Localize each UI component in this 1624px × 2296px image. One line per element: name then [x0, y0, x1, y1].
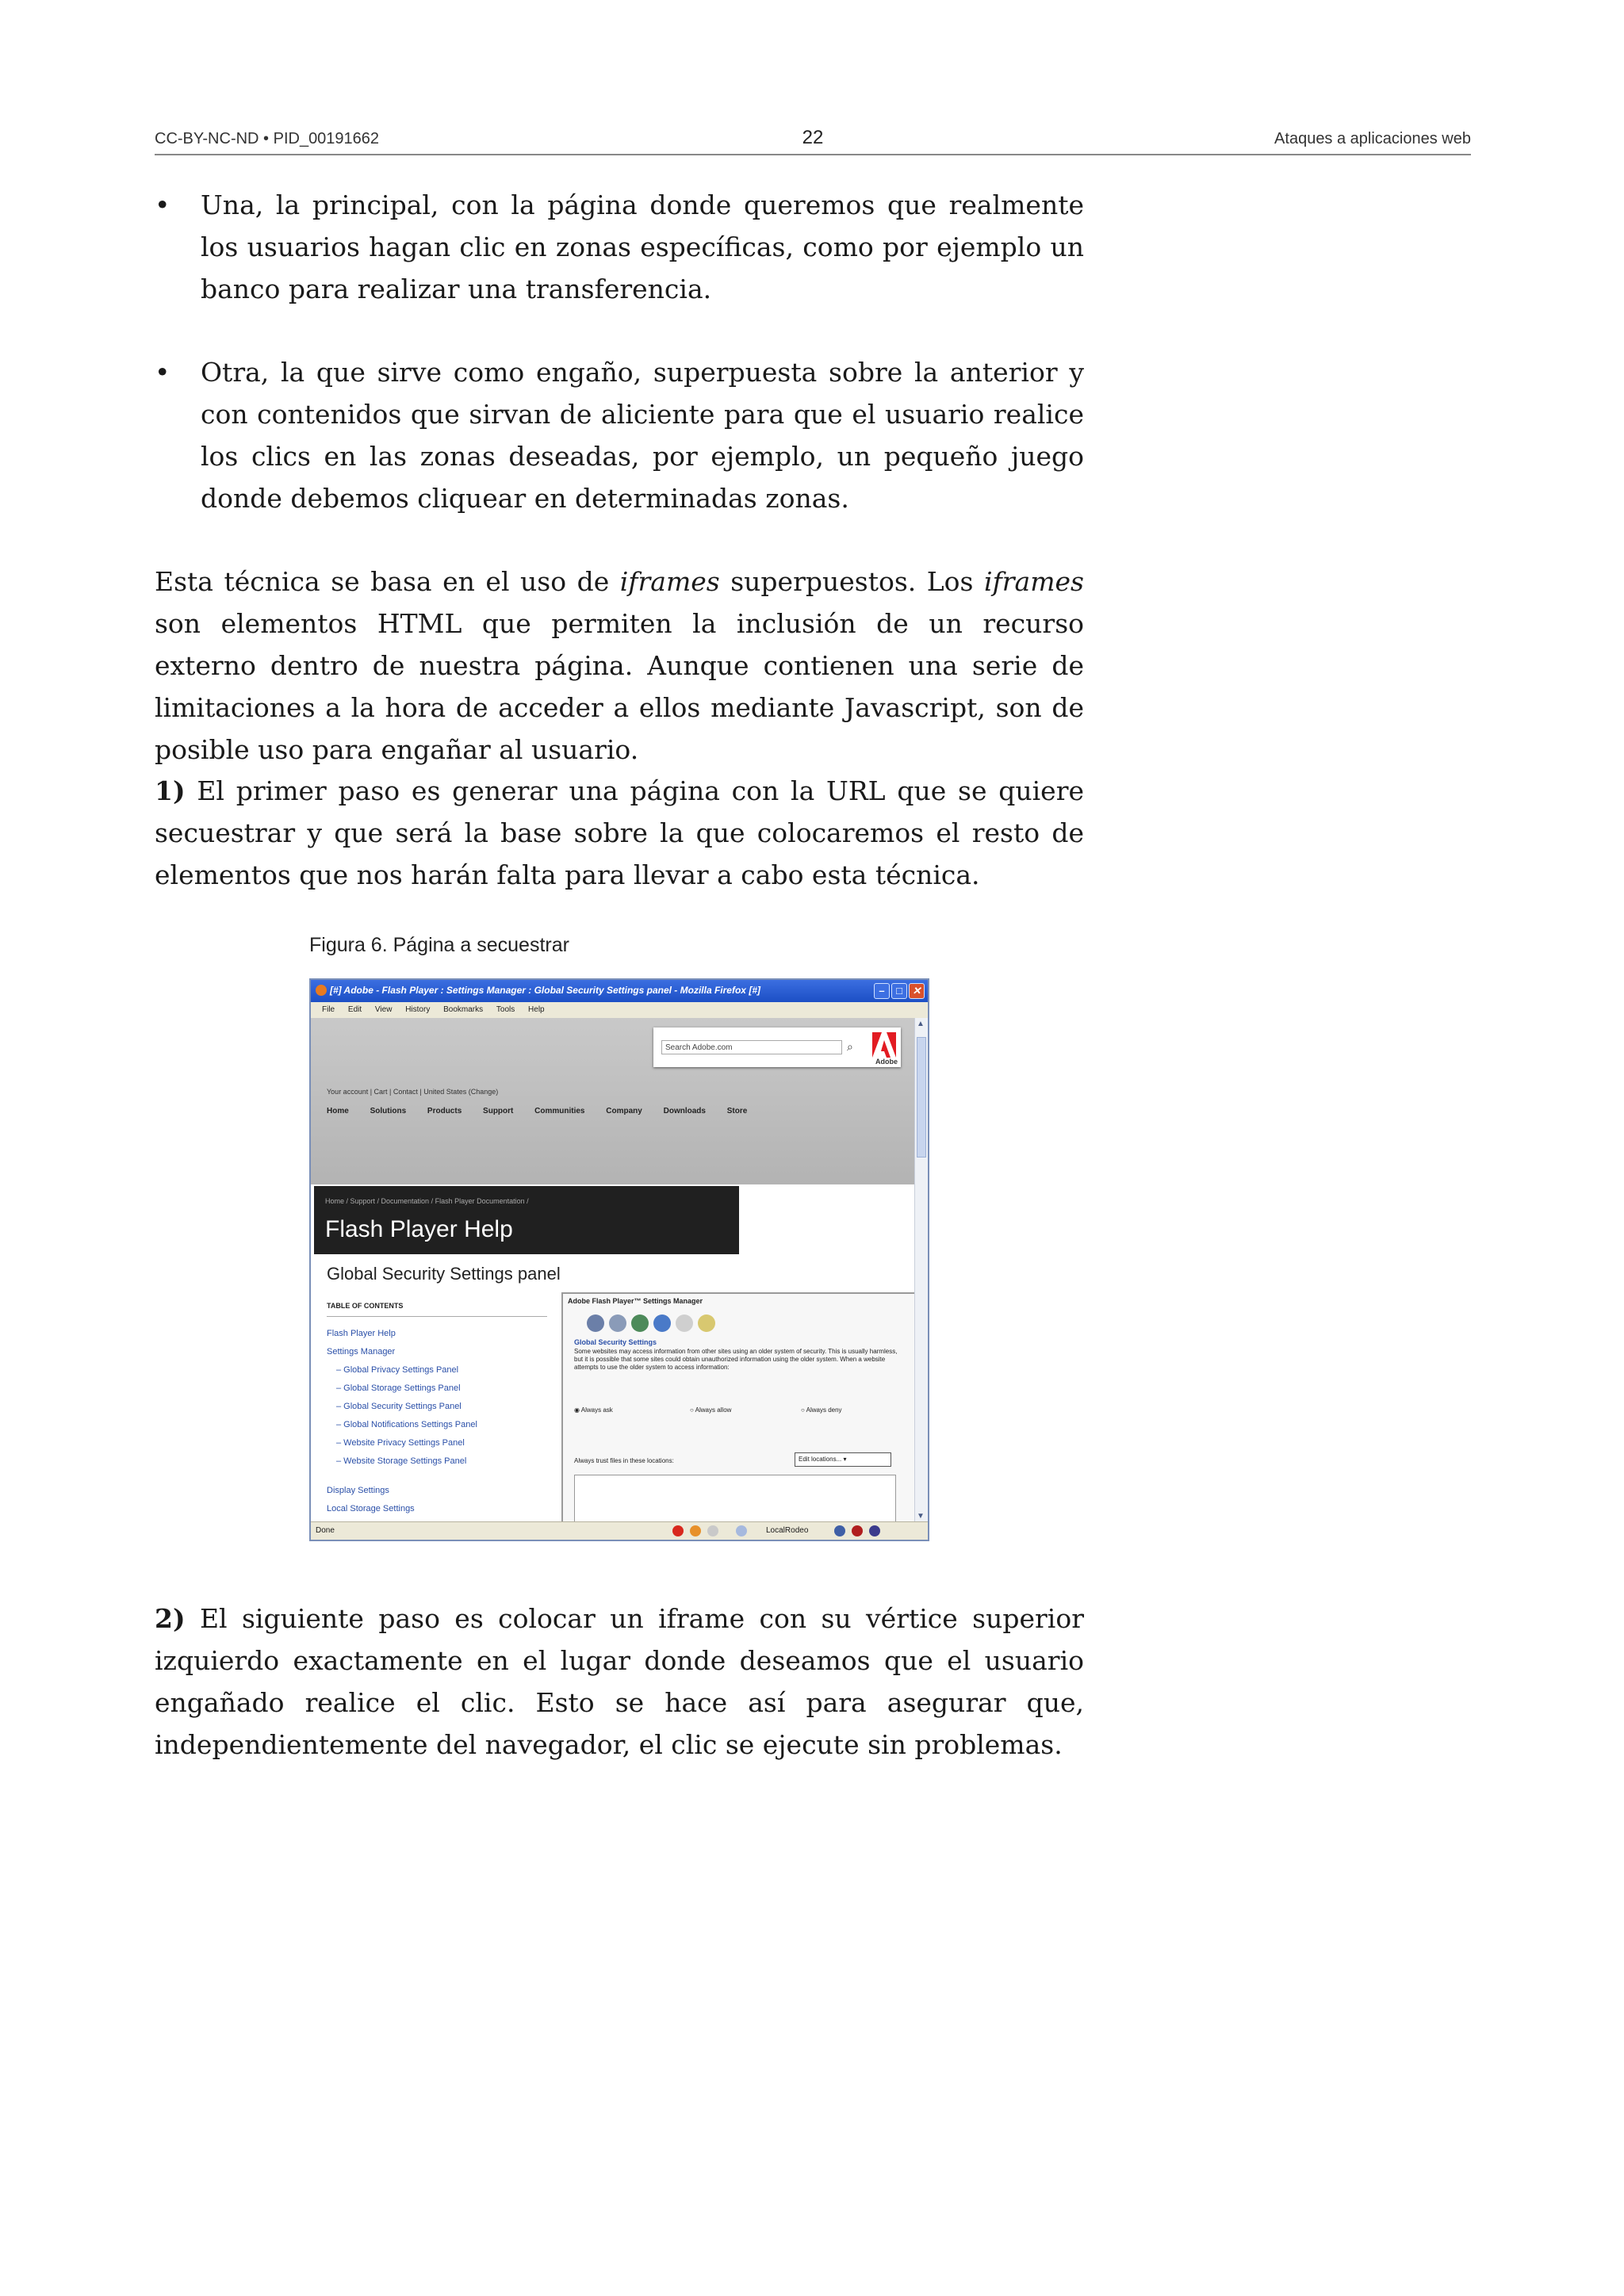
notifications-tab-icon[interactable] [653, 1314, 671, 1332]
step-number: 2) [155, 1603, 186, 1634]
menu-history[interactable]: History [405, 1005, 431, 1014]
text-run: Esta técnica se basa en el uso de [155, 566, 620, 597]
text-run: son elementos HTML que permiten la inclusión de un recurso externo dentro de nuestra página. Aunque contienen una serie de limitaciones a la hora de acceder a ellos mediante Javascript, son de posible uso para engañar al usuario. [155, 608, 1084, 765]
nav-support[interactable]: Support [483, 1107, 514, 1115]
menu-file[interactable]: File [322, 1005, 335, 1014]
list-item-text: Una, la principal, con la página donde queremos que realmente los usuarios hagan clic en zonas específicas, como por ejemplo un banco para realizar una transferencia. [201, 189, 1084, 304]
search-input[interactable]: Search Adobe.com [661, 1040, 842, 1054]
toc-link[interactable]: Display Settings [327, 1486, 389, 1495]
step-text: El primer paso es generar una página con la URL que se quiere secuestrar y que será la base sobre la que colocaremos el resto de elementos que nos harán falta para llevar a cabo esta técnica. [155, 775, 1084, 890]
nav-products[interactable]: Products [427, 1107, 462, 1115]
toc-link[interactable]: Settings Manager [327, 1347, 396, 1357]
security-tab-icon[interactable] [631, 1314, 649, 1332]
browser-page [311, 1018, 915, 1522]
page-banner [314, 1186, 739, 1254]
bullet-dot: • [155, 189, 170, 220]
paragraph-iframes [155, 561, 1084, 771]
paragraph-step-1 [155, 770, 1084, 896]
list-item-text: Otra, la que sirve como engaño, superpuesta sobre la anterior y con contenidos que sirvan de aliciente para que el usuario realice los clics en las zonas deseadas, por ejemplo, un pequeño juego donde debemos cliquear en determinadas zonas. [201, 357, 1084, 514]
menu-bookmarks[interactable]: Bookmarks [443, 1005, 484, 1014]
toc-link[interactable]: – Global Storage Settings Panel [336, 1383, 461, 1393]
adobe-wordmark: Adobe [875, 1058, 898, 1066]
panel-description: Some websites may access information from other sites using an older system of security. This is usually harmless, but it is possible that some sites could obtain unauthorized information using the older system. When a website attempts to use the older system to access information: [574, 1348, 898, 1371]
toc-link[interactable]: Flash Player Help [327, 1329, 396, 1338]
menu-bar [311, 1002, 928, 1018]
option-label: Always allow [695, 1406, 732, 1414]
toc-link[interactable]: – Global Privacy Settings Panel [336, 1365, 459, 1375]
privacy-tab-icon[interactable] [587, 1314, 604, 1332]
nav-company[interactable]: Company [606, 1107, 642, 1115]
text-run: superpuestos. Los [719, 566, 985, 597]
globe-icon[interactable] [869, 1525, 880, 1536]
option-label: Always ask [580, 1406, 613, 1414]
search-icon[interactable]: ⌕ [847, 1040, 853, 1053]
running-header [155, 127, 1471, 155]
block-icon[interactable] [852, 1525, 863, 1536]
page-number: 22 [802, 127, 824, 148]
stop-icon[interactable] [672, 1525, 684, 1536]
settings-icon[interactable] [707, 1525, 718, 1536]
document-title: Ataques a aplicaciones web [1274, 130, 1471, 147]
nav-downloads[interactable]: Downloads [663, 1107, 706, 1115]
maximize-button[interactable]: □ [891, 983, 907, 999]
s-icon[interactable] [834, 1525, 845, 1536]
license-id: CC-BY-NC-ND • PID_00191662 [155, 130, 380, 147]
site-nav [327, 1107, 766, 1115]
select-value: Edit locations... [799, 1456, 842, 1463]
figure-screenshot [309, 978, 929, 1541]
nav-solutions[interactable]: Solutions [370, 1107, 407, 1115]
close-button[interactable]: ✕ [909, 983, 925, 999]
radio-always-deny[interactable]: ○ Always deny [801, 1406, 842, 1414]
toc-link[interactable]: – Global Security Settings Panel [336, 1402, 462, 1411]
status-text: Done [316, 1526, 335, 1535]
step-number: 1) [155, 775, 186, 806]
trust-label: Always trust files in these locations: [574, 1457, 674, 1464]
minimize-button[interactable]: – [874, 983, 890, 999]
nav-home[interactable]: Home [327, 1107, 349, 1115]
banner-title: Flash Player Help [325, 1216, 513, 1242]
menu-help[interactable]: Help [528, 1005, 545, 1014]
step-text: El siguiente paso es colocar un iframe con su vértice superior izquierdo exactamente en el lugar donde deseamos que el usuario engañado realice el clic. Esto se hace así para asegurar que, independientemente del navegador, el clic se ejecute sin problemas. [155, 1603, 1084, 1760]
paragraph-step-2 [155, 1598, 1084, 1766]
scroll-up-icon[interactable]: ▲ [917, 1020, 925, 1028]
trusted-locations-list[interactable] [574, 1475, 896, 1525]
emphasis-term: iframes [984, 566, 1084, 597]
firefox-icon [316, 985, 327, 996]
storage-tab-icon[interactable] [609, 1314, 626, 1332]
toc-link[interactable]: – Global Notifications Settings Panel [336, 1420, 477, 1429]
nav-communities[interactable]: Communities [534, 1107, 585, 1115]
figure-caption: Figura 6. Página a secuestrar [309, 934, 569, 956]
vertical-scrollbar[interactable] [914, 1018, 928, 1522]
security-icon[interactable] [736, 1525, 747, 1536]
emphasis-term: iframes [619, 566, 720, 597]
radio-always-allow[interactable]: ○ Always allow [690, 1406, 732, 1414]
search-box [653, 1027, 901, 1067]
option-label: Always deny [806, 1406, 842, 1414]
website-storage-tab-icon[interactable] [698, 1314, 715, 1332]
toc-link[interactable]: Local Storage Settings [327, 1504, 415, 1513]
localrodeo-label: LocalRodeo [766, 1526, 809, 1535]
menu-edit[interactable]: Edit [347, 1005, 362, 1014]
window-title: [#] Adobe - Flash Player : Settings Manager : Global Security Settings panel - Mozilla Firefox [#] [330, 985, 760, 996]
settings-manager-panel [561, 1292, 917, 1532]
list-item [155, 351, 1084, 519]
list-item [155, 184, 1084, 310]
bullet-dot: • [155, 357, 170, 388]
toc-heading: TABLE OF CONTENTS [327, 1302, 404, 1310]
nav-store[interactable]: Store [726, 1107, 748, 1115]
toc-link[interactable]: – Website Storage Settings Panel [336, 1456, 467, 1466]
menu-tools[interactable]: Tools [496, 1005, 515, 1014]
toc-link[interactable]: – Website Privacy Settings Panel [336, 1438, 465, 1448]
divider [327, 1316, 547, 1317]
breadcrumb[interactable]: Home / Support / Documentation / Flash Player Documentation / [325, 1197, 529, 1205]
panel-section-title: Global Security Settings [574, 1338, 657, 1346]
panel-title: Adobe Flash Player™ Settings Manager [568, 1297, 703, 1305]
window-titlebar [311, 980, 928, 1002]
menu-view[interactable]: View [374, 1005, 393, 1014]
website-privacy-tab-icon[interactable] [676, 1314, 693, 1332]
status-bar [311, 1521, 928, 1540]
radio-always-ask[interactable]: ◉ Always ask [574, 1406, 613, 1414]
scrollbar-thumb[interactable] [917, 1037, 926, 1158]
page-title: Global Security Settings panel [327, 1264, 561, 1284]
scroll-down-icon[interactable]: ▼ [917, 1512, 925, 1521]
edit-locations-select[interactable]: Edit locations... ▾ [795, 1452, 891, 1467]
account-links[interactable]: Your account | Cart | Contact | United States (Change) [327, 1088, 499, 1096]
addon-icon[interactable] [690, 1525, 701, 1536]
